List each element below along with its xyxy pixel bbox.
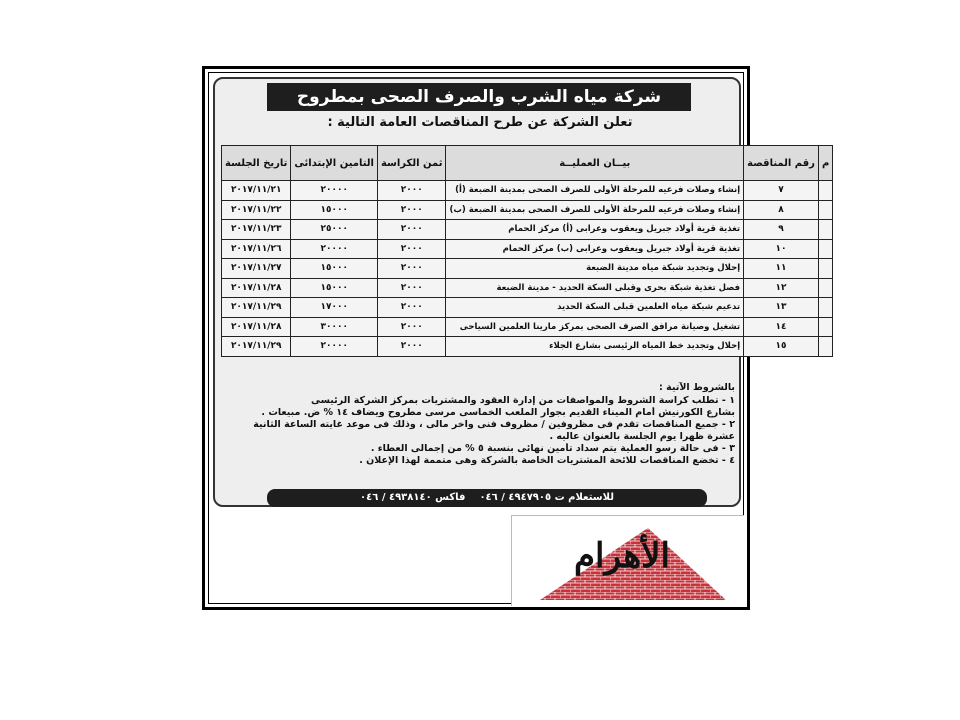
cell-description: تشغيل وصيانة مرافق الصرف الصحى بمركز مارينا العلمين السياحى (446, 317, 744, 337)
cell-description: إحلال وتجديد خط المياه الرئيسى بشارع الجلاء (446, 337, 744, 357)
table-row (222, 239, 833, 259)
ahram-logo (511, 515, 744, 606)
cell-tender-number: ١٠ (744, 239, 819, 259)
cell-description: فصل تغذية شبكة بحرى وقبلى السكة الحديد - مدينة الضبعة (446, 278, 744, 298)
company-title: شركة مياه الشرب والصرف الصحى بمطروح (267, 83, 691, 111)
cell-index (818, 298, 832, 318)
cell-session-date: ٢٠١٧/١١/٢٨ (222, 317, 291, 337)
col-header-initial-insurance: التامين الإبتدائى (291, 146, 378, 181)
cell-booklet-price: ٢٠٠٠ (377, 278, 445, 298)
cell-index (818, 200, 832, 220)
cell-initial-insurance: ١٧٠٠٠ (291, 298, 378, 318)
cell-initial-insurance: ١٥٠٠٠ (291, 278, 378, 298)
cell-session-date: ٢٠١٧/١١/٢٧ (222, 259, 291, 279)
cell-index (818, 337, 832, 357)
cell-initial-insurance: ٢٠٠٠٠ (291, 239, 378, 259)
cell-initial-insurance: ٢٠٠٠٠ (291, 337, 378, 357)
table-row (222, 278, 833, 298)
col-header-tender-number: رقم المناقصة (744, 146, 819, 181)
cell-initial-insurance: ٢٥٠٠٠ (291, 220, 378, 240)
cell-booklet-price: ٢٠٠٠ (377, 337, 445, 357)
cell-index (818, 278, 832, 298)
cell-booklet-price: ٢٠٠٠ (377, 220, 445, 240)
fax-number: فاكس ٤٩٣٨١٤٠ / ٠٤٦ (360, 492, 466, 503)
condition-line: عشرة ظهرا يوم الجلسة بالعنوان عاليه . (549, 431, 735, 442)
cell-description: تغذية قرية أولاد جبريل ويعقوب وعرابى (أ) مركز الحمام (446, 220, 744, 240)
cell-index (818, 181, 832, 201)
cell-description: تغذية قرية أولاد جبريل ويعقوب وعرابى (ب) مركز الحمام (446, 239, 744, 259)
advertisement-frame (202, 66, 830, 610)
cell-description: إنشاء وصلات فرعيه للمرحلة الأولى للصرف الصحى بمدينة الضبعة (أ) (446, 181, 744, 201)
cell-initial-insurance: ٢٠٠٠٠ (291, 181, 378, 201)
cell-tender-number: ١٣ (744, 298, 819, 318)
logo-wordmark: الأهرام (573, 536, 671, 576)
table-row (222, 220, 833, 240)
cell-booklet-price: ٢٠٠٠ (377, 239, 445, 259)
table-row (222, 259, 833, 279)
cell-tender-number: ١٢ (744, 278, 819, 298)
condition-line: ١ - تطلب كراسة الشروط والمواصفات من إدارة العقود والمشتريات بمركز الشركة الرئيسى (310, 395, 735, 406)
cell-tender-number: ٨ (744, 200, 819, 220)
cell-booklet-price: ٢٠٠٠ (377, 298, 445, 318)
cell-session-date: ٢٠١٧/١١/٢١ (222, 181, 291, 201)
cell-booklet-price: ٢٠٠٠ (377, 317, 445, 337)
cell-booklet-price: ٢٠٠٠ (377, 200, 445, 220)
cell-index (818, 259, 832, 279)
cell-tender-number: ١٥ (744, 337, 819, 357)
notice-subtitle: تعلن الشركة عن طرح المناقصات العامة التالية : (327, 115, 633, 130)
cell-tender-number: ٩ (744, 220, 819, 240)
cell-tender-number: ١٤ (744, 317, 819, 337)
cell-tender-number: ١١ (744, 259, 819, 279)
table-body (222, 181, 833, 357)
cell-session-date: ٢٠١٧/١١/٢٢ (222, 200, 291, 220)
col-header-index: م (818, 146, 832, 181)
cell-tender-number: ٧ (744, 181, 819, 201)
cell-index (818, 239, 832, 259)
cell-description: إحلال وتجديد شبكة مياه مدينة الضبعة (446, 259, 744, 279)
condition-line: بشارع الكورنيش أمام الميناء القديم بجوار الملعب الخماسى مرسى مطروح ويضاف ١٤ % ض. مبيعات . (261, 407, 735, 418)
cell-session-date: ٢٠١٧/١١/٢٩ (222, 298, 291, 318)
table-row (222, 298, 833, 318)
conditions-heading: بالشروط الآتية : (659, 382, 735, 393)
tender-notice (213, 77, 830, 507)
tenders-table (221, 145, 833, 357)
cell-initial-insurance: ٣٠٠٠٠ (291, 317, 378, 337)
table-header-row (222, 146, 833, 181)
table-row (222, 337, 833, 357)
condition-line: ٢ - جميع المناقصات تقدم فى مظروفين / مظروف فنى وآخر مالى ، وذلك فى موعد غايته الساعة الثانية (253, 419, 735, 430)
cell-index (818, 220, 832, 240)
cell-booklet-price: ٢٠٠٠ (377, 181, 445, 201)
cell-initial-insurance: ١٥٠٠٠ (291, 259, 378, 279)
cell-session-date: ٢٠١٧/١١/٢٩ (222, 337, 291, 357)
table-row (222, 200, 833, 220)
cell-session-date: ٢٠١٧/١١/٢٣ (222, 220, 291, 240)
col-header-description: بيــان العمليــة (446, 146, 744, 181)
cell-index (818, 317, 832, 337)
cell-description: إنشاء وصلات فرعيه للمرحلة الأولى للصرف الصحى بمدينة الضبعة (ب) (446, 200, 744, 220)
cell-description: تدعيم شبكة مياه العلمين قبلى السكة الحديد (446, 298, 744, 318)
cell-session-date: ٢٠١٧/١١/٢٨ (222, 278, 291, 298)
contact-bar (267, 489, 707, 507)
condition-line: ٤ - تخضع المناقصات للائحة المشتريات الخاصة بالشركة وهى متممة لهذا الإعلان . (359, 455, 735, 466)
table-row (222, 181, 833, 201)
table-row (222, 317, 833, 337)
col-header-booklet-price: ثمن الكراسة (377, 146, 445, 181)
inquiry-phone: للاستعلام ت ٤٩٤٧٩٠٥ / ٠٤٦ (479, 492, 614, 503)
cell-booklet-price: ٢٠٠٠ (377, 259, 445, 279)
cell-initial-insurance: ١٥٠٠٠ (291, 200, 378, 220)
col-header-session-date: تاريخ الجلسة (222, 146, 291, 181)
conditions-block (221, 382, 735, 492)
condition-line: ٣ - فى حالة رسو العملية يتم سداد تأمين نهائى بنسبة ٥ % من إجمالى العطاء . (370, 443, 735, 454)
cell-session-date: ٢٠١٧/١١/٢٦ (222, 239, 291, 259)
